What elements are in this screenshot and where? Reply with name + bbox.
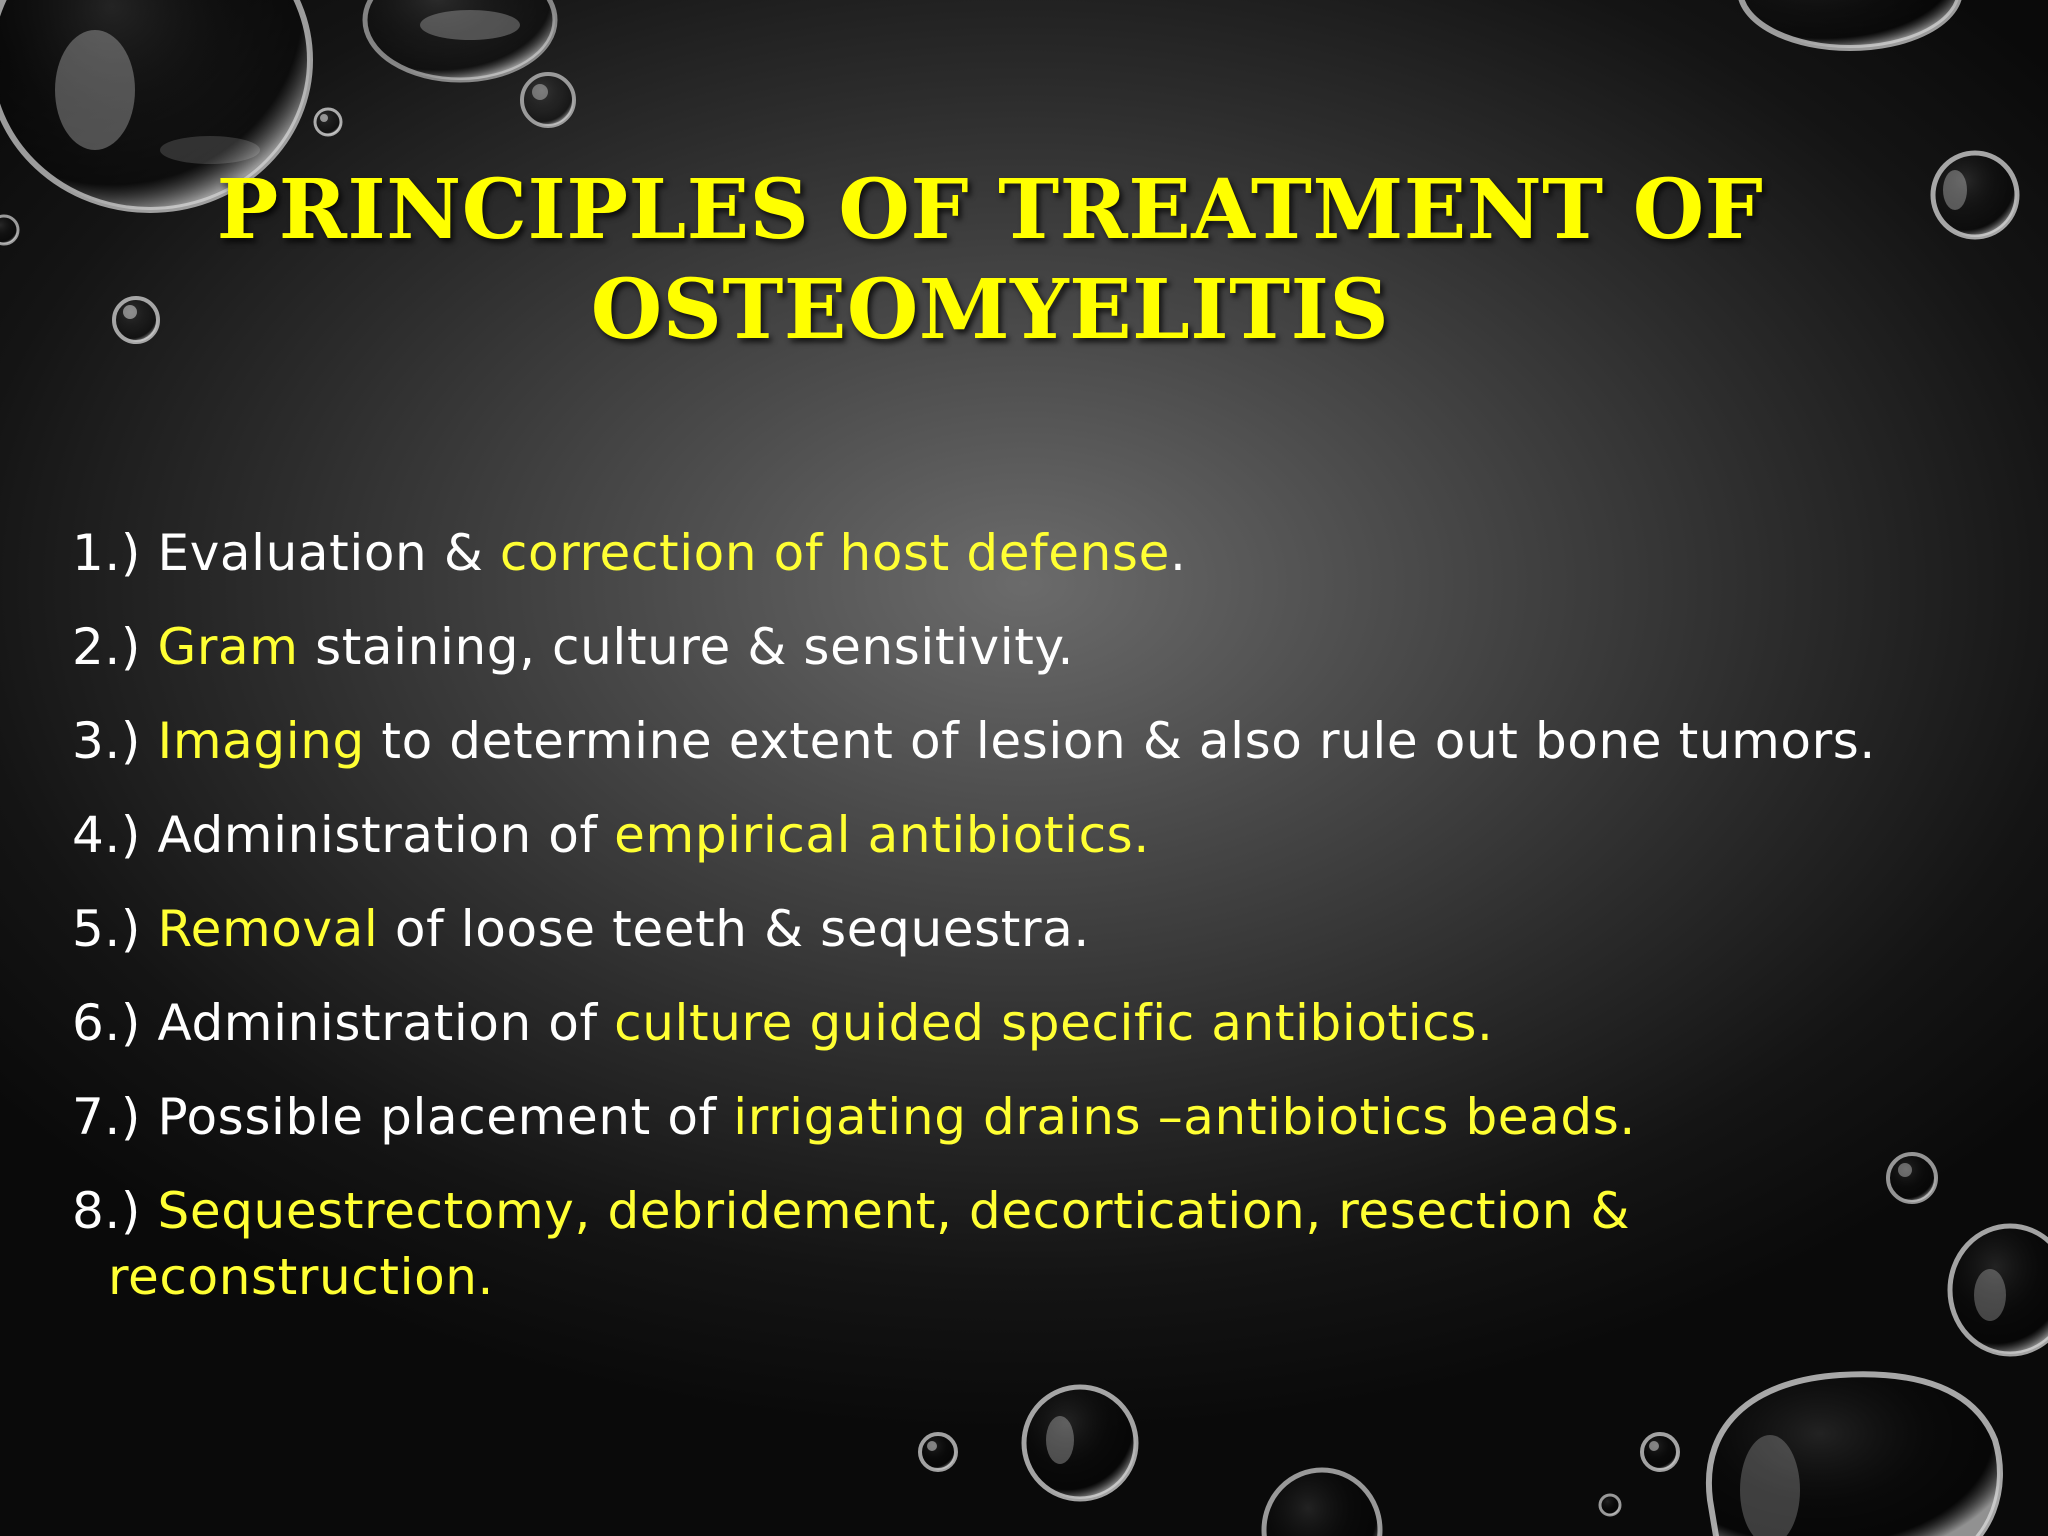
droplet-bottom-center-large bbox=[1024, 1387, 1136, 1499]
item-number: 2.) bbox=[72, 618, 142, 676]
list-item bbox=[72, 520, 1892, 586]
droplet-bottom-center-small bbox=[920, 1434, 956, 1470]
item-number: 5.) bbox=[72, 900, 142, 958]
item-number: 8.) bbox=[72, 1182, 142, 1240]
droplet-bottom-right-tiny bbox=[1600, 1495, 1620, 1515]
droplet-small-2 bbox=[315, 109, 341, 135]
slide-title bbox=[200, 160, 1780, 360]
item-number: 7.) bbox=[72, 1088, 142, 1146]
item-text: Possible placement of bbox=[157, 1088, 734, 1146]
droplet-top-right-medium bbox=[1933, 153, 2017, 237]
item-number: 1.) bbox=[72, 524, 142, 582]
list-item bbox=[72, 896, 1892, 962]
item-text-end: staining, culture & sensitivity. bbox=[298, 618, 1074, 676]
droplet-bottom-right-small bbox=[1642, 1434, 1678, 1470]
droplet-top-right-large bbox=[1740, 0, 1960, 48]
item-text: Administration of bbox=[157, 994, 615, 1052]
droplet-bottom-right-large bbox=[1709, 1374, 2000, 1536]
item-text-end: to determine extent of lesion & also rule out bone tumors. bbox=[364, 712, 1876, 770]
droplet-top-left-medium bbox=[365, 0, 555, 80]
item-highlight: irrigating drains –antibiotics beads. bbox=[733, 1088, 1636, 1146]
item-highlight: empirical antibiotics. bbox=[614, 806, 1150, 864]
list-item bbox=[72, 1084, 1892, 1150]
droplet-small-1 bbox=[522, 74, 574, 126]
list-item bbox=[72, 614, 1892, 680]
item-highlight: correction of host defense bbox=[499, 524, 1170, 582]
list-item bbox=[72, 990, 1892, 1056]
droplet-right-medium bbox=[1950, 1226, 2048, 1354]
item-number: 6.) bbox=[72, 994, 142, 1052]
droplet-bottom-center-half bbox=[1264, 1470, 1380, 1536]
item-highlight: Sequestrectomy, debridement, decortication, resection & reconstruction. bbox=[108, 1182, 1631, 1306]
droplet-left-edge bbox=[0, 216, 18, 244]
list-item bbox=[72, 708, 1892, 774]
item-text-end: of loose teeth & sequestra. bbox=[378, 900, 1090, 958]
list-item bbox=[72, 1178, 1892, 1310]
item-number: 3.) bbox=[72, 712, 142, 770]
item-text: Evaluation & bbox=[157, 524, 500, 582]
list-item bbox=[72, 802, 1892, 868]
droplet-right-small bbox=[1888, 1154, 1936, 1202]
item-highlight: Imaging bbox=[157, 712, 365, 770]
item-number: 4.) bbox=[72, 806, 142, 864]
treatment-principles-list bbox=[72, 520, 1892, 1338]
item-highlight: Gram bbox=[157, 618, 299, 676]
slide-title-line-1: PRINCIPLES OF TREATMENT OF bbox=[216, 162, 1764, 258]
droplet-small-3 bbox=[114, 298, 158, 342]
item-text-end: . bbox=[1169, 524, 1187, 582]
item-highlight: culture guided specific antibiotics. bbox=[614, 994, 1494, 1052]
item-text: Administration of bbox=[157, 806, 615, 864]
item-highlight: Removal bbox=[157, 900, 379, 958]
slide-title-line-2: OSTEOMYELITIS bbox=[590, 262, 1390, 358]
